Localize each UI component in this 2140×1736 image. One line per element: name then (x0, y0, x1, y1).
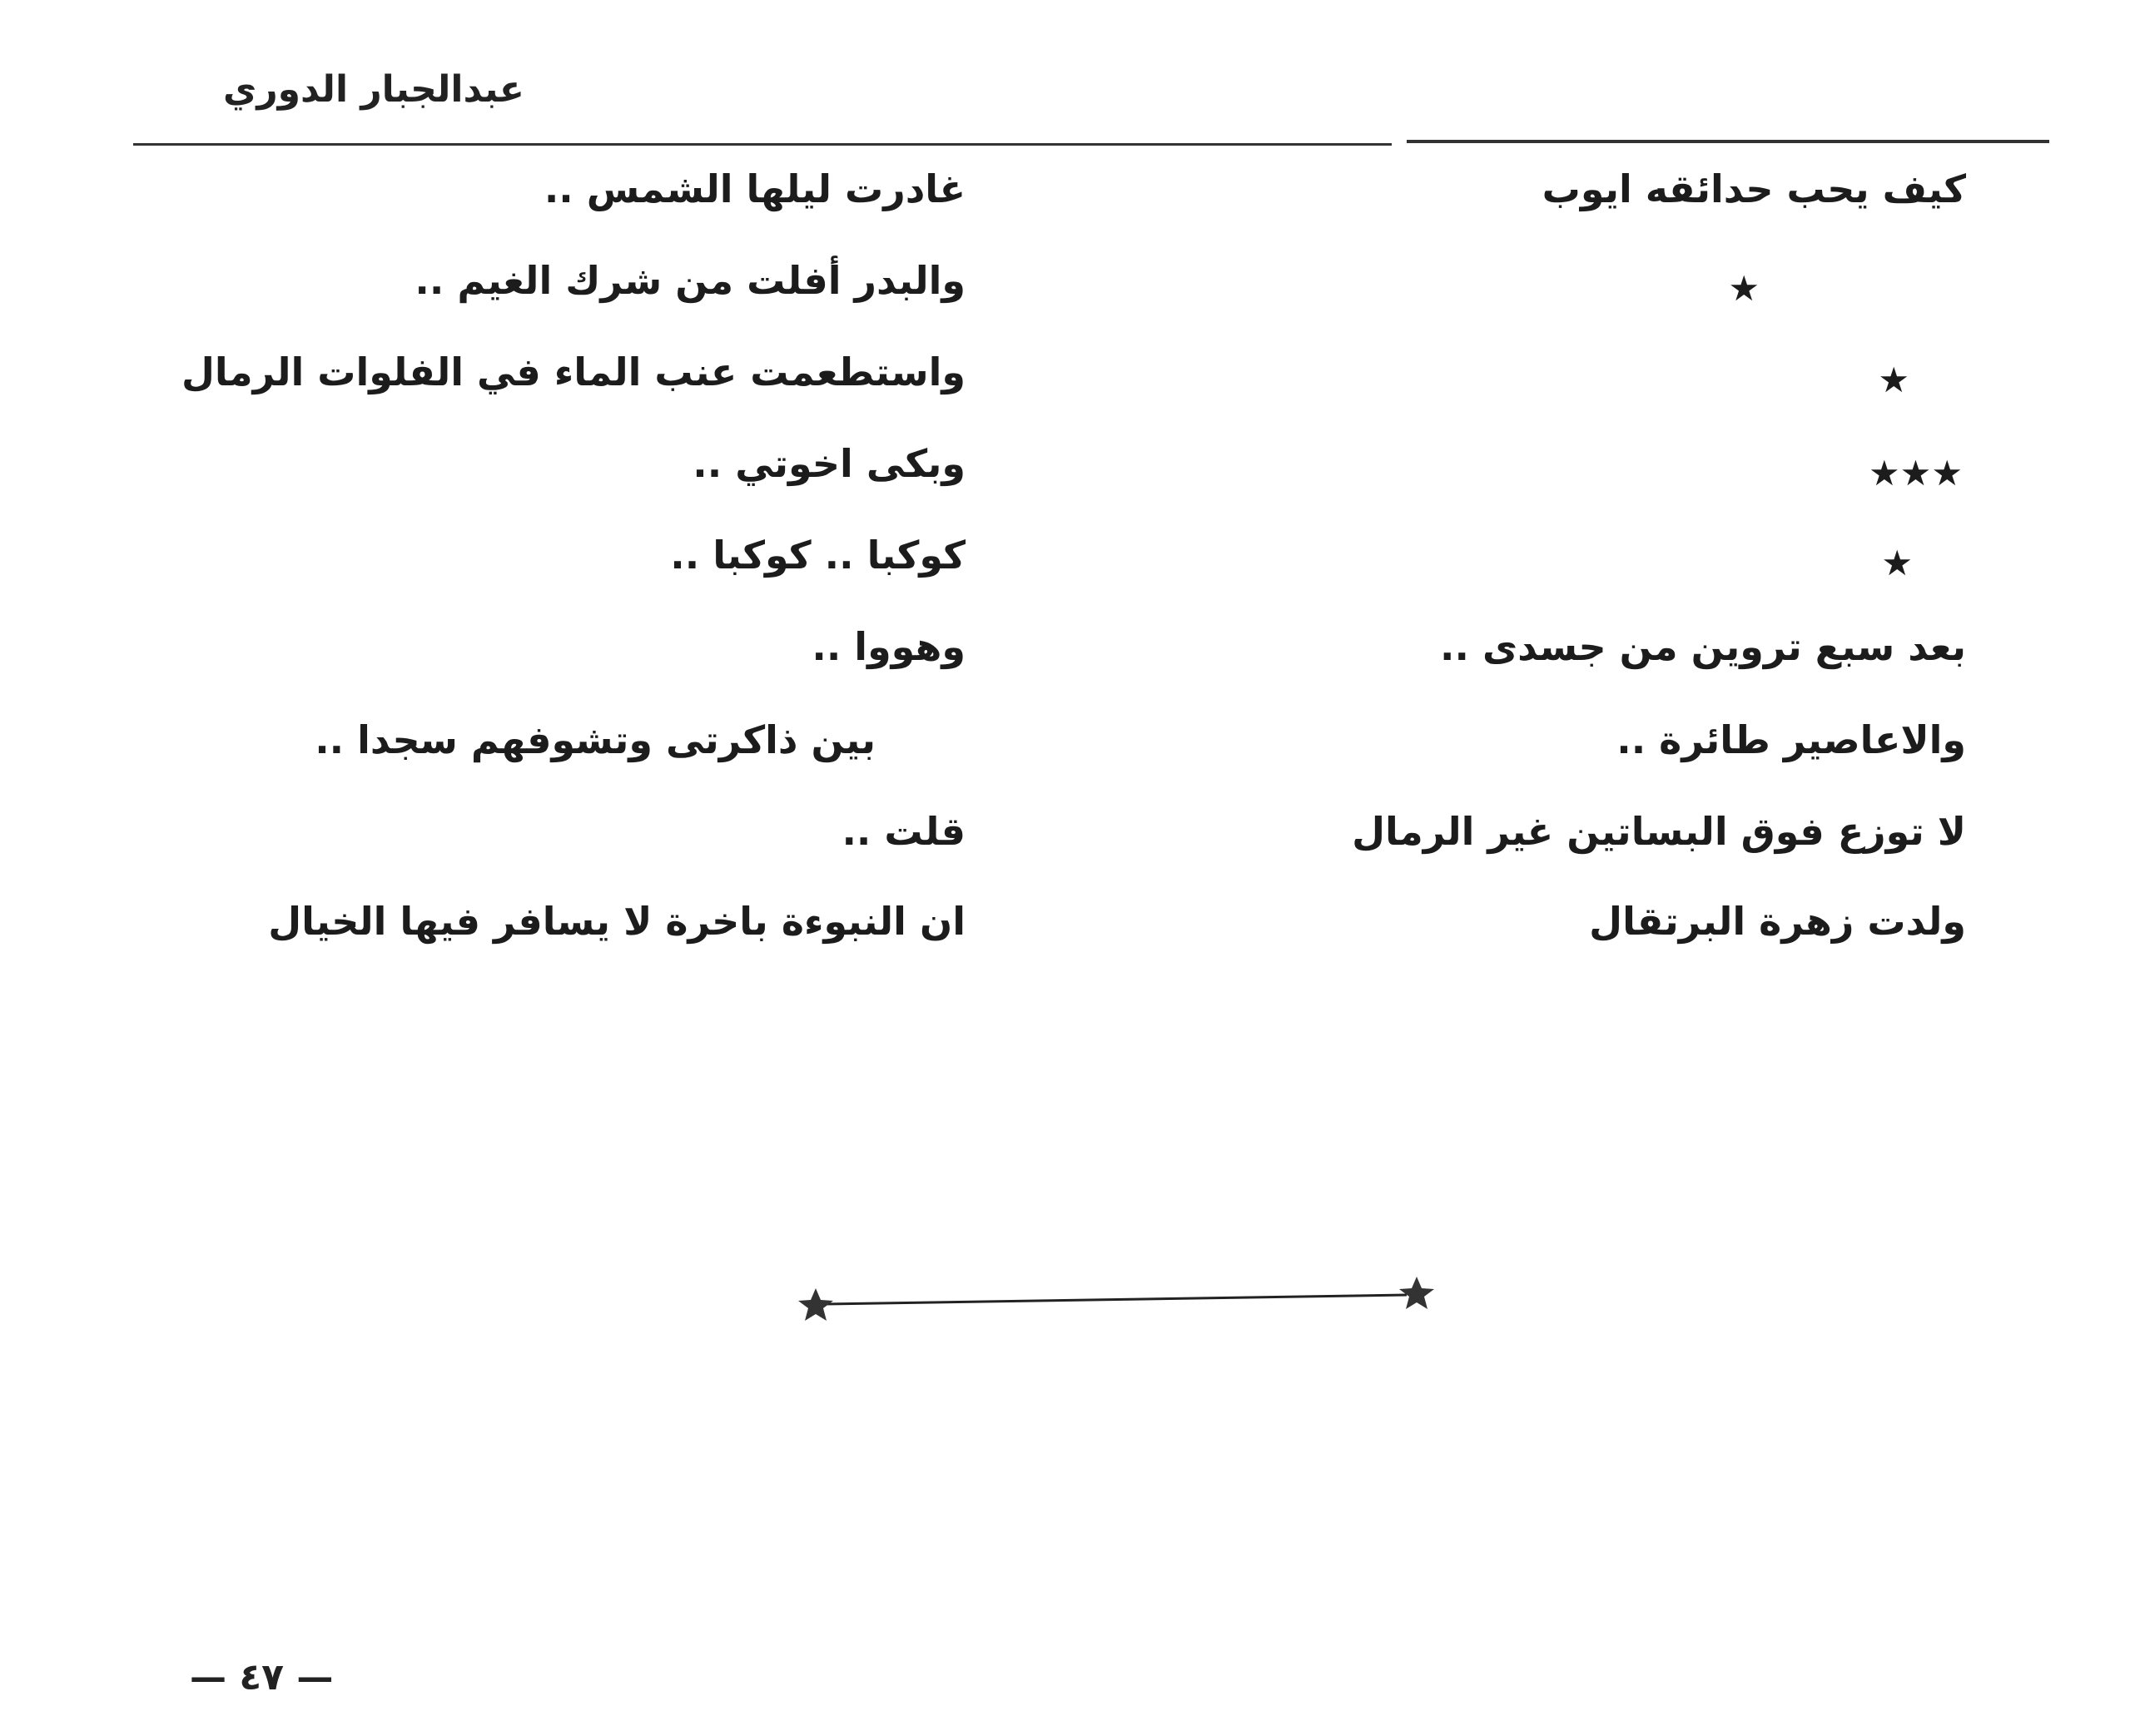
poem-line: وهووا .. (812, 624, 966, 669)
star-ornament: ★ (1728, 268, 1760, 309)
poem-line: لا توزع فوق البساتين غير الرمال (1352, 809, 1966, 854)
star-icon (798, 1288, 833, 1321)
poem-line: ان النبوءة باخرة لا يسافر فيها الخيال (268, 899, 966, 944)
running-header-author: عبدالجبار الدوري (223, 68, 524, 111)
divider-line (824, 1295, 1407, 1304)
poem-line: واستطعمت عنب الماء في الفلوات الرمال (181, 350, 966, 394)
poem-line: والاعاصير طائرة .. (1616, 717, 1966, 762)
poem-line: بين ذاكرتى وتشوفهم سجدا .. (315, 717, 876, 762)
page-number: — ٤٧ — (190, 1656, 334, 1699)
star-ornament: ★ (1881, 543, 1913, 583)
poem-line: كيف يحب حدائقه ايوب (1542, 166, 1966, 211)
star-icon (1399, 1277, 1434, 1309)
star-ornament: ★★★ (1869, 453, 1963, 494)
poem-line: بعد سبع تروين من جسدى .. (1440, 624, 1966, 669)
poem-line: والبدر أفلت من شرك الغيم .. (415, 258, 966, 303)
poem-line: غادرت ليلها الشمس .. (544, 166, 966, 211)
star-ornament: ★ (1878, 360, 1909, 400)
poem-line: كوكبا .. كوكبا .. (670, 533, 966, 578)
poem-line: وبكى اخوتي .. (693, 441, 966, 486)
poem-line: قلت .. (842, 809, 966, 854)
poem-line: ولدت زهرة البرتقال (1589, 899, 1966, 944)
